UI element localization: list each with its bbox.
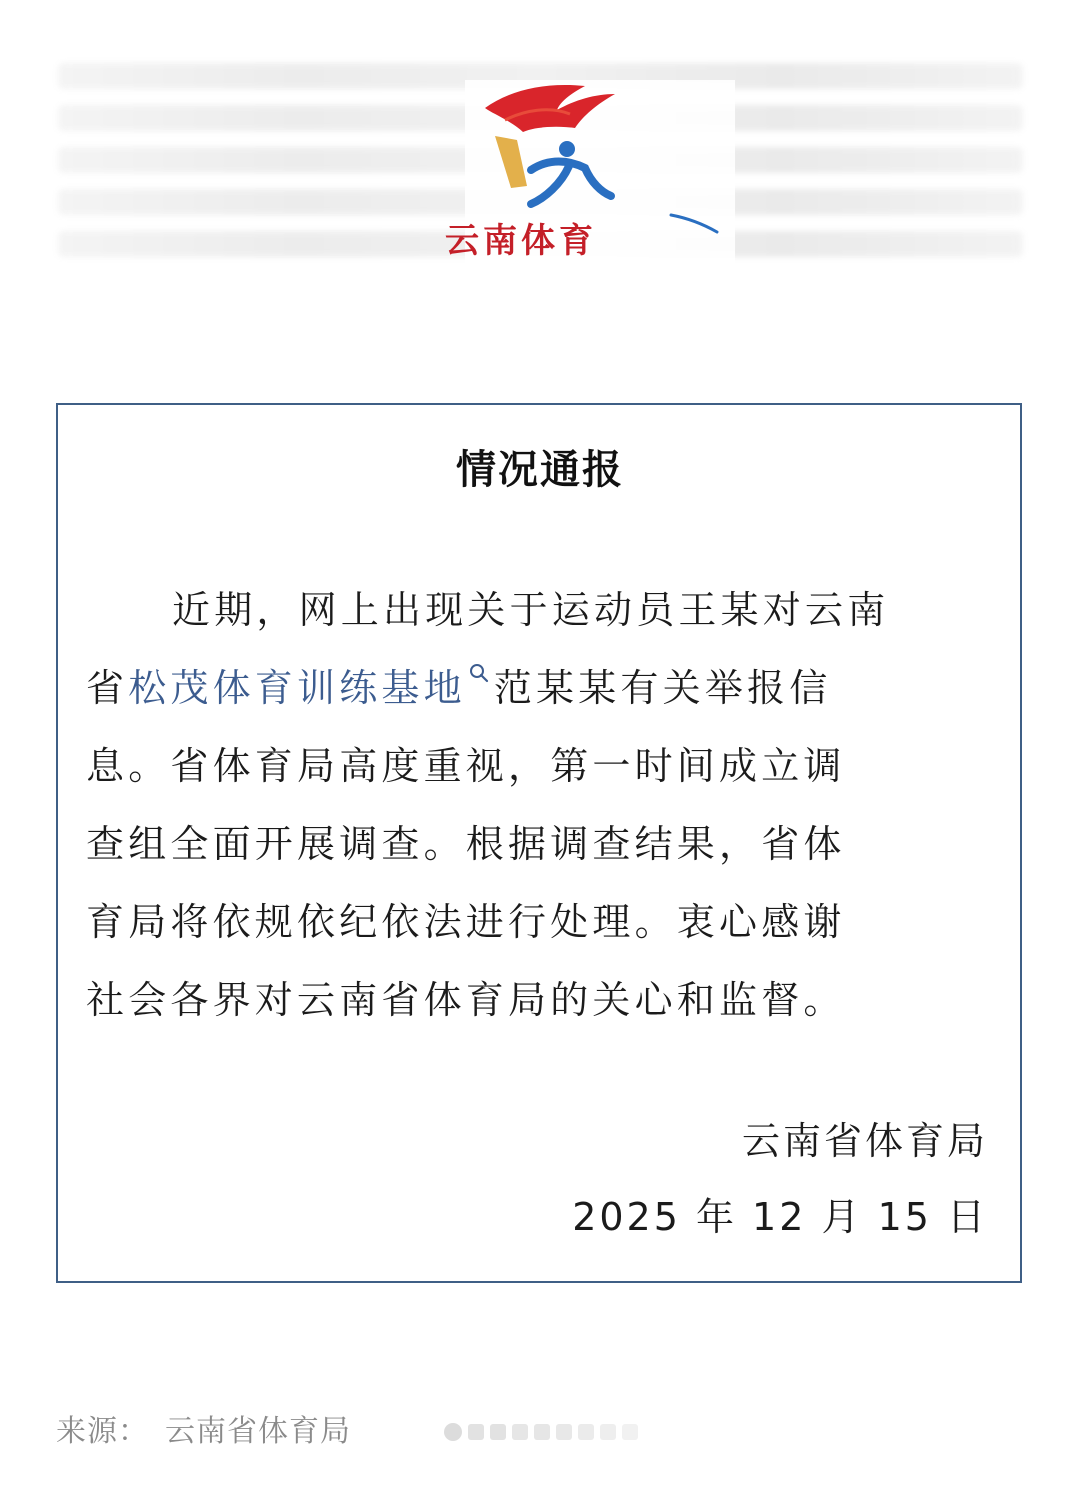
yunnan-sports-logo (445, 80, 735, 270)
line2-suffix: 范某某有关举报信 (493, 666, 832, 710)
notice-paragraph-line-1: 近期，网上出现关于运动员王某对云南 (172, 588, 890, 632)
notice-paragraph-line-2 (86, 662, 991, 714)
issue-date: 2025 年 12 月 15 日 (572, 1195, 988, 1239)
logo-wordmark: 云南体育 (445, 221, 597, 261)
training-base-link[interactable]: 松茂体育训练基地 (128, 666, 466, 710)
notice-paragraph-line-5: 育局将依规依纪依法进行处理。衷心感谢 (86, 900, 846, 944)
watermark-icon (440, 1414, 650, 1448)
issuer-signature: 云南省体育局 (741, 1119, 988, 1163)
notice-title: 情况通报 (456, 447, 624, 493)
search-icon[interactable] (468, 662, 490, 692)
notice-paragraph-line-4: 查组全面开展调查。根据调查结果，省体 (86, 822, 846, 866)
notice-paragraph-line-6: 社会各界对云南省体育局的关心和监督。 (86, 978, 846, 1022)
notice-paragraph-line-3: 息。省体育局高度重视，第一时间成立调 (86, 744, 846, 788)
source-label: 来源： (56, 1414, 149, 1449)
source-value: 云南省体育局 (165, 1414, 351, 1449)
runner-head-icon (559, 141, 575, 157)
source-line (56, 1410, 351, 1454)
line2-prefix: 省 (86, 666, 129, 710)
